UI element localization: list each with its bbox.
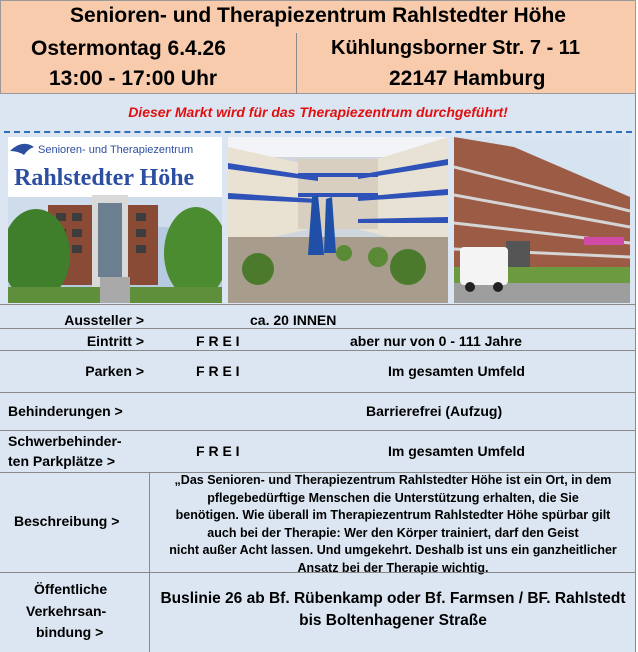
building-exterior-photo	[454, 137, 630, 303]
extra-schwerbehinderte: Im gesamten Umfeld	[388, 443, 525, 459]
column-divider	[149, 472, 150, 652]
address-city: 22147 Hamburg	[389, 67, 546, 90]
value-eintritt: F R E I	[196, 333, 240, 349]
event-time: 13:00 - 17:00 Uhr	[49, 67, 218, 90]
courtyard-photo	[228, 137, 448, 303]
label-oepnv-1: Öffentliche	[34, 581, 108, 597]
value-schwerbehinderte: F R E I	[196, 443, 240, 459]
label-schwerbehinderte-1: Schwerbehinder-	[8, 433, 122, 449]
label-aussteller: Aussteller >	[64, 312, 144, 328]
extra-parken: Im gesamten Umfeld	[388, 363, 525, 379]
description-line: auch bei der Therapie: Wer den Körper trainiert, darf den Geist	[207, 525, 579, 540]
page-title: Senioren- und Therapiezentrum Rahlstedter Höhe	[70, 4, 566, 27]
building-photo-with-logo	[8, 137, 222, 303]
label-parken: Parken >	[85, 363, 144, 379]
transit-line-1: Buslinie 26 ab Bf. Rübenkamp oder Bf. Farmsen / BF. Rahlstedt	[160, 590, 626, 607]
description-text	[150, 472, 636, 578]
logo-big-text: Rahlstedter Höhe	[14, 165, 195, 191]
header-divider	[296, 33, 297, 94]
notice-text: Dieser Markt wird für das Therapiezentrum durchgeführt!	[128, 104, 508, 120]
value-aussteller: ca. 20 INNEN	[250, 312, 337, 328]
logo-small-text: Senioren- und Therapiezentrum	[38, 144, 194, 156]
description-line: Ansatz bei der Therapie wichtig.	[297, 560, 489, 575]
description-line: nicht außer Acht lassen. Und umgekehrt. Deshalb ist uns ein ganzheitlicher	[169, 543, 617, 558]
dashed-divider	[4, 131, 632, 133]
label-oepnv-3: bindung >	[36, 624, 104, 640]
address-street: Kühlungsborner Str. 7 - 11	[331, 37, 580, 59]
label-behinderungen: Behinderungen >	[8, 403, 123, 419]
extra-eintritt: aber nur von 0 - 111 Jahre	[350, 333, 522, 349]
event-date: Ostermontag 6.4.26	[31, 37, 226, 60]
description-line: „Das Senioren- und Therapiezentrum Rahlstedter Höhe ist ein Ort, in dem	[174, 473, 612, 487]
header	[0, 0, 636, 94]
transit-line-2: bis Boltenhagener Straße	[299, 612, 487, 629]
description-line: pflegebedürftige Menschen die Unterstützung erhalten, die Sie	[207, 490, 579, 505]
right-border	[635, 94, 636, 652]
extra-behinderungen: Barrierefrei (Aufzug)	[366, 403, 503, 419]
description-line: benötigen. Wie überall im Therapiezentrum Rahlstedter Höhe spürbar gilt	[175, 508, 611, 523]
transit-info	[150, 588, 636, 632]
label-beschreibung: Beschreibung >	[14, 513, 120, 529]
label-schwerbehinderte-2: ten Parkplätze >	[8, 453, 115, 469]
label-eintritt: Eintritt >	[86, 333, 144, 349]
label-oepnv-2: Verkehrsan-	[26, 603, 107, 619]
value-parken: F R E I	[196, 363, 240, 379]
